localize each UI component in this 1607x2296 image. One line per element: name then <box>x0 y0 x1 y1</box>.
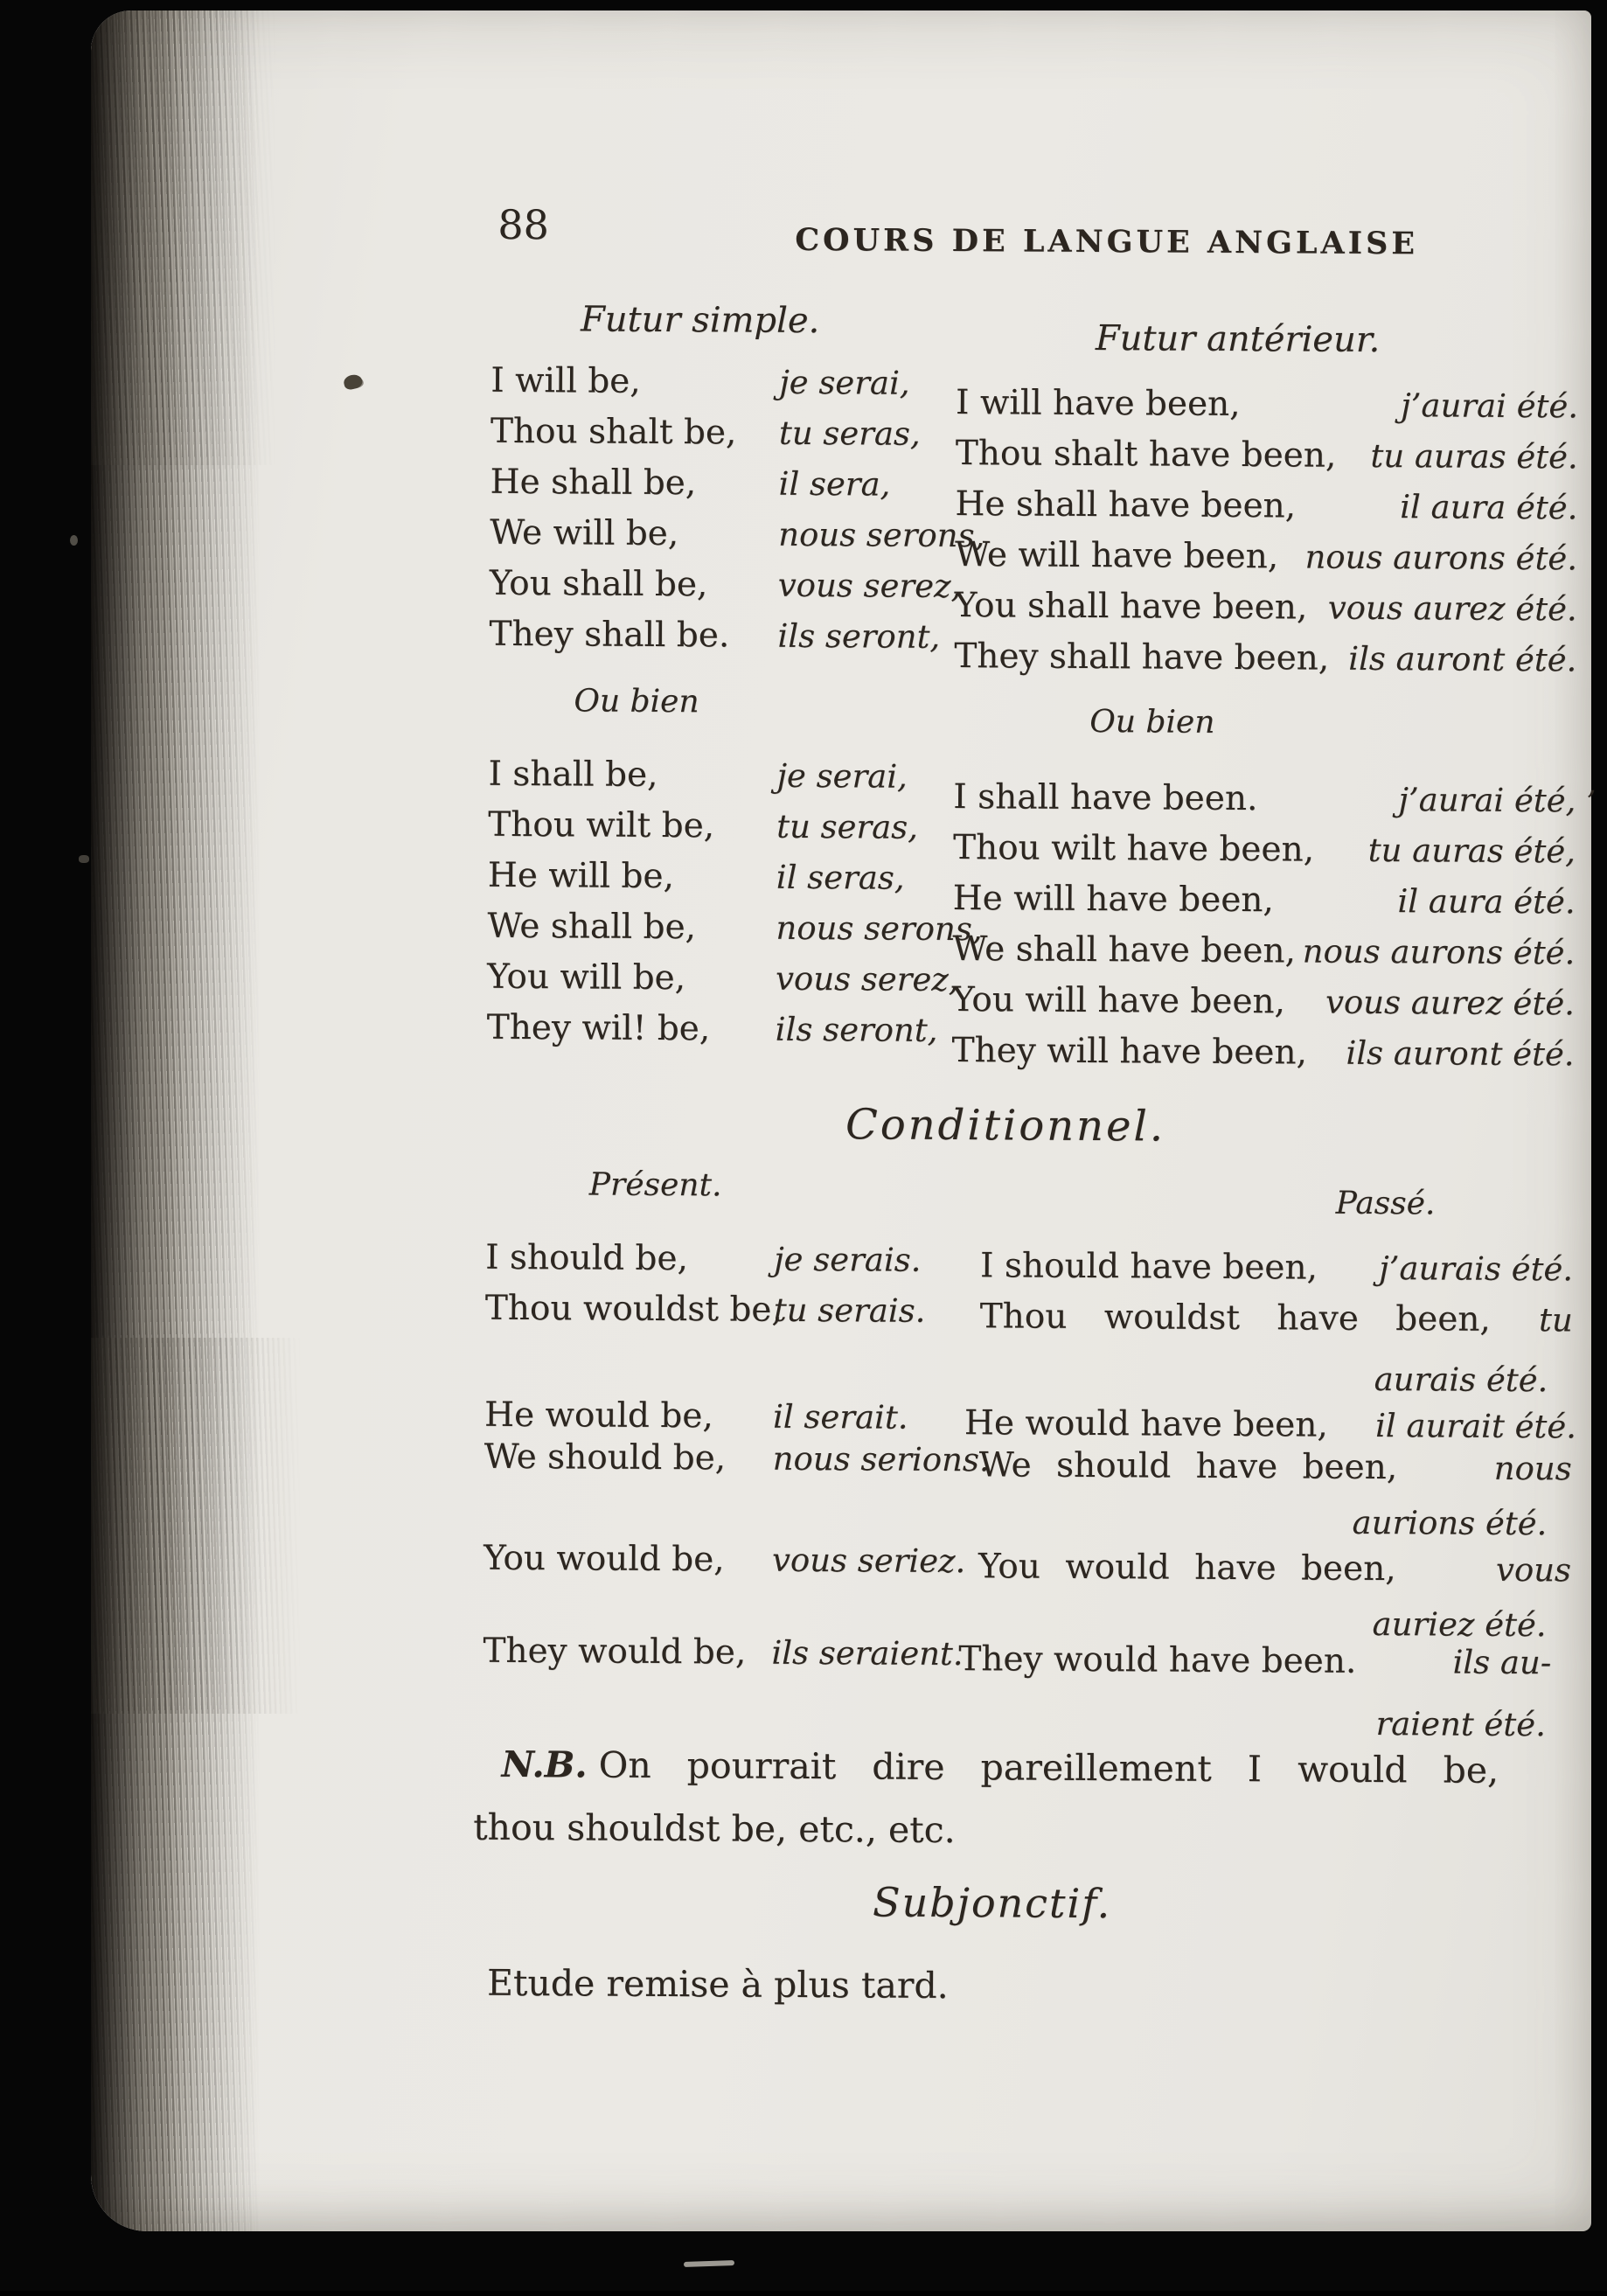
conjugation-row <box>953 879 1576 922</box>
conjugation-row <box>951 1031 1574 1074</box>
french-translation: il sera, <box>778 464 891 504</box>
english-phrase: They shall be. <box>489 614 730 656</box>
french-translation: vous serez, <box>777 566 962 606</box>
ink-speck: ’ <box>1586 784 1597 820</box>
french-translation: tu seras, <box>776 807 919 846</box>
subjonctif-note: Etude remise à plus tard. <box>486 1961 949 2007</box>
english-phrase: I shall be, <box>488 754 658 795</box>
conjugation-row <box>979 1445 1572 1488</box>
conjugation-row <box>488 856 905 898</box>
french-translation: tu auras été, <box>1367 831 1576 871</box>
english-phrase: He will have been, <box>952 879 1275 921</box>
english-phrase: We should have been, <box>978 1445 1398 1488</box>
french-translation: nous serons, <box>778 515 985 555</box>
conjugation-row <box>490 463 890 504</box>
conjugation-row <box>490 361 910 403</box>
conjugation-row <box>488 755 908 797</box>
conjugation-row <box>483 1632 964 1673</box>
conjugation-row <box>483 1539 966 1581</box>
french-translation: vous seriez. <box>771 1541 966 1581</box>
margin-speck <box>70 535 78 546</box>
conjugation-row <box>954 637 1576 679</box>
french-translation: j’aurais été. <box>1379 1249 1574 1289</box>
french-translation: ils seront, <box>775 1010 938 1049</box>
section-heading-ou-bien-left: Ou bien <box>574 683 699 720</box>
french-translation: il aurait été. <box>1374 1406 1577 1446</box>
english-phrase: They would be, <box>483 1631 747 1673</box>
nb-label: N.B. <box>501 1743 588 1786</box>
english-phrase: They would have been. <box>958 1639 1357 1681</box>
conjugation-row <box>485 1289 926 1331</box>
english-phrase: You will be, <box>486 957 686 998</box>
french-translation: ils au- <box>1452 1643 1552 1682</box>
english-phrase: You would be, <box>483 1538 725 1580</box>
english-phrase: You will have been, <box>951 980 1286 1022</box>
english-phrase: We should be, <box>483 1437 727 1478</box>
english-phrase: They will have been, <box>951 1031 1308 1073</box>
conjugation-row <box>487 957 959 999</box>
french-translation: il seras, <box>776 858 905 897</box>
english-phrase: I should have been, <box>979 1246 1318 1288</box>
conjugation-row <box>490 513 984 555</box>
french-translation: ils seront, <box>777 616 941 656</box>
french-translation: tu auras été. <box>1370 436 1578 477</box>
subsection-heading-passe: Passé. <box>1335 1185 1436 1222</box>
nb-note <box>501 1743 1499 1792</box>
english-phrase: He would be, <box>483 1395 713 1437</box>
conjugation-row <box>952 929 1575 972</box>
english-phrase: I shall have been. <box>953 777 1258 819</box>
conjugation-row <box>488 805 918 847</box>
conjugation-row <box>952 980 1575 1023</box>
section-heading-futur-anterieur: Futur antérieur. <box>1095 318 1381 361</box>
english-phrase: You shall be, <box>489 563 708 605</box>
continuation-line: raient été. <box>1375 1705 1547 1744</box>
section-heading-futur-simple: Futur simple. <box>580 299 820 342</box>
english-phrase: Thou wilt have been, <box>952 828 1315 870</box>
conjugation-row <box>956 383 1578 426</box>
french-translation: ils seraient. <box>771 1633 964 1673</box>
english-phrase: Thou shalt have been, <box>955 434 1337 476</box>
french-translation: tu <box>1538 1301 1573 1339</box>
english-phrase: We shall have been, <box>952 929 1297 971</box>
french-translation: nous aurons été. <box>1304 538 1578 578</box>
french-translation: vous aurez été. <box>1325 983 1576 1023</box>
conjugation-row <box>484 1395 908 1437</box>
continuation-line: auriez été. <box>1372 1604 1547 1645</box>
nb-text-line2: thou shouldst be, etc., etc. <box>473 1805 956 1852</box>
english-phrase: I should be, <box>485 1237 689 1279</box>
conjugation-row <box>980 1246 1573 1289</box>
french-translation: je serais. <box>774 1240 922 1279</box>
continuation-line: aurais été. <box>1374 1360 1548 1400</box>
ink-blot <box>343 373 364 392</box>
french-translation: vous <box>1495 1550 1572 1590</box>
english-phrase: We will have been, <box>954 535 1279 577</box>
english-phrase: Thou wouldst be, <box>484 1288 783 1330</box>
nb-text-line1: On pourrait dire pareillement I would be, <box>598 1743 1499 1792</box>
subsection-heading-present: Présent. <box>588 1166 722 1204</box>
english-phrase: Thou wilt be, <box>488 804 715 846</box>
english-phrase: They shall have been, <box>954 637 1330 678</box>
french-translation: j’aurai été. <box>1401 386 1579 426</box>
conjugation-row <box>487 907 982 949</box>
conjugation-row <box>484 1437 990 1480</box>
conjugation-row <box>978 1547 1571 1590</box>
english-phrase: He shall have been, <box>955 484 1297 526</box>
french-translation: tu seras, <box>778 414 921 453</box>
section-heading-ou-bien-right: Ou bien <box>1089 703 1215 741</box>
conjugation-row <box>485 1238 922 1280</box>
conjugation-row <box>955 535 1577 578</box>
french-translation: nous <box>1493 1449 1572 1488</box>
english-phrase: Thou shalt be, <box>490 411 737 453</box>
english-phrase: I will have been, <box>955 383 1241 425</box>
french-translation: tu serais. <box>773 1291 926 1330</box>
french-translation: vous serez, <box>775 959 959 999</box>
conjugation-row <box>956 434 1578 477</box>
french-translation: nous serions. <box>772 1439 990 1479</box>
page-number: 88 <box>497 200 550 249</box>
english-phrase: He will be, <box>487 855 675 897</box>
section-heading-conditionnel: Conditionnel. <box>845 1100 1166 1151</box>
french-translation: j’aurai été, <box>1398 781 1576 820</box>
english-phrase: Thou wouldst have been, <box>979 1297 1492 1339</box>
conjugation-row <box>964 1403 1576 1446</box>
conjugation-row <box>955 586 1577 629</box>
conjugation-row <box>490 412 921 454</box>
conjugation-row <box>955 484 1577 527</box>
french-translation: je serai, <box>776 756 908 796</box>
continuation-line: aurions été. <box>1352 1503 1548 1543</box>
running-header: COURS DE LANGUE ANGLAISE <box>795 221 1419 262</box>
section-heading-subjonctif: Subjonctif. <box>872 1878 1112 1928</box>
french-translation: je serai, <box>779 363 910 402</box>
english-phrase: They wil! be, <box>486 1007 711 1049</box>
french-translation: il aura été. <box>1400 488 1578 527</box>
french-translation: nous aurons été. <box>1302 932 1576 972</box>
english-phrase: He shall be, <box>490 462 697 504</box>
english-phrase: You shall have been, <box>954 586 1308 628</box>
english-phrase: We shall be, <box>487 906 697 948</box>
french-translation: ils auront été. <box>1346 1033 1575 1074</box>
conjugation-row <box>953 777 1576 820</box>
conjugation-row <box>487 1008 938 1050</box>
margin-speck <box>79 855 89 863</box>
conjugation-row <box>958 1639 1551 1682</box>
conjugation-row <box>980 1297 1573 1339</box>
french-translation: vous aurez été. <box>1327 588 1577 629</box>
french-translation: il aura été. <box>1397 882 1576 922</box>
french-translation: ils auront été. <box>1348 639 1577 679</box>
english-phrase: He would have been, <box>964 1403 1328 1445</box>
conjugation-row <box>953 828 1576 871</box>
conjugation-row <box>489 615 940 657</box>
conjugation-row <box>490 564 962 606</box>
english-phrase: I will be, <box>490 360 641 401</box>
french-translation: il serait. <box>772 1397 908 1437</box>
french-translation: nous serons, <box>776 908 983 949</box>
english-phrase: We will be, <box>490 512 679 554</box>
english-phrase: You would have been, <box>977 1547 1396 1590</box>
